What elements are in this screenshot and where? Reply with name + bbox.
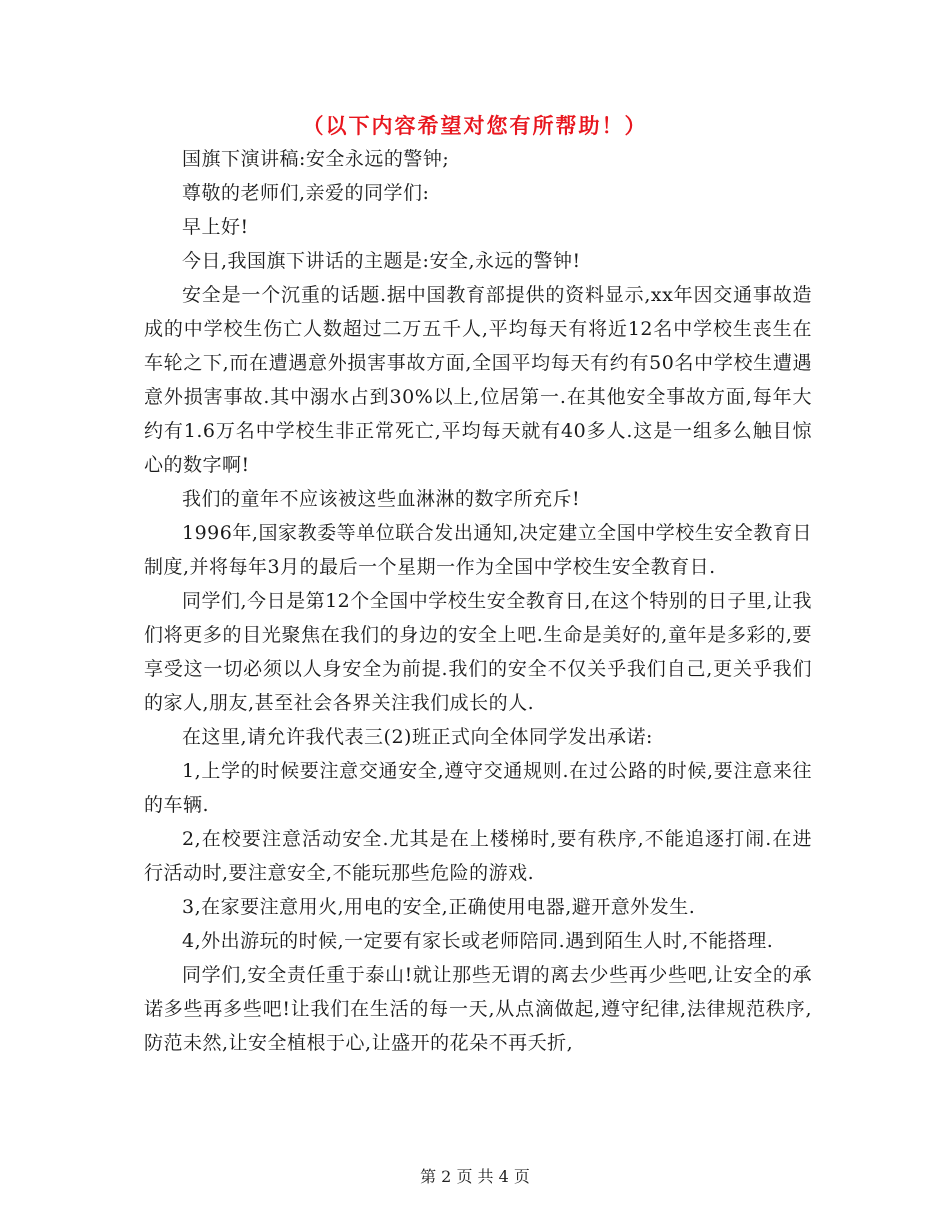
- page-number-footer: [0, 1164, 950, 1187]
- history-paragraph: 1996年,国家教委等单位联合发出通知,决定建立全国中学校生安全教育日制度,并将每年3月的最后一个星期一作为全国中学校生安全教育日.: [144, 522, 812, 578]
- topic-paragraph: 今日,我国旗下讲话的主题是:安全,永远的警钟!: [182, 250, 581, 272]
- childhood-paragraph: 我们的童年不应该被这些血淋淋的数字所充斥!: [182, 488, 581, 510]
- safety-day-paragraph: 同学们,今日是第12个全国中学校生安全教育日,在这个特别的日子里,让我们将更多的目光聚焦在我们的身边的安全上吧.生命是美好的,童年是多彩的,要享受这一切必须以人身安全为前提.我们的安全不仅关乎我们自己,更关乎我们的家人,朋友,甚至社会各界关注我们成长的人.: [144, 590, 812, 714]
- pledge-item-4: 4,外出游玩的时候,一定要有家长或老师陪同.遇到陌生人时,不能搭理.: [182, 930, 774, 952]
- pledge-intro-paragraph: 在这里,请允许我代表三(2)班正式向全体同学发出承诺:: [182, 726, 653, 748]
- statistics-paragraph: 安全是一个沉重的话题.据中国教育部提供的资料显示,xx年因交通事故造成的中学校生伤亡人数超过二万五千人,平均每天有将近12名中学校生丧生在车轮之下,而在遭遇意外损害事故方面,全国平均每天有约有50名中学校生遭遇意外损害事故.其中溺水占到30%以上,位居第一.在其他安全事故方面,每年大约有1.6万名中学校生非正常死亡,平均每天就有40多人.这是一组多么触目惊心的数字啊!: [144, 284, 812, 476]
- salutation: 尊敬的老师们,亲爱的同学们:: [182, 182, 430, 204]
- page-number-label: 第 2 页 共 4 页: [420, 1167, 530, 1186]
- header-note: （以下内容希望对您有所帮助！）: [302, 114, 648, 138]
- speech-title-line: 国旗下演讲稿:安全永远的警钟;: [182, 148, 450, 170]
- pledge-item-2: 2,在校要注意活动安全.尤其是在上楼梯时,要有秩序,不能追逐打闹.在进行活动时,要注意安全,不能玩那些危险的游戏.: [144, 828, 812, 884]
- greeting: 早上好!: [182, 216, 249, 238]
- closing-paragraph: 同学们,安全责任重于泰山!就让那些无谓的离去少些再少些吧,让安全的承诺多些再多些吧!让我们在生活的每一天,从点滴做起,遵守纪律,法律规范秩序,防范未然,让安全植根于心,让盛开的花朵不再夭折,: [144, 964, 812, 1054]
- speech-body: [144, 142, 812, 1060]
- pledge-item-1: 1,上学的时候要注意交通安全,遵守交通规则.在过公路的时候,要注意来往的车辆.: [144, 760, 812, 816]
- pledge-item-3: 3,在家要注意用火,用电的安全,正确使用电器,避开意外发生.: [182, 896, 696, 918]
